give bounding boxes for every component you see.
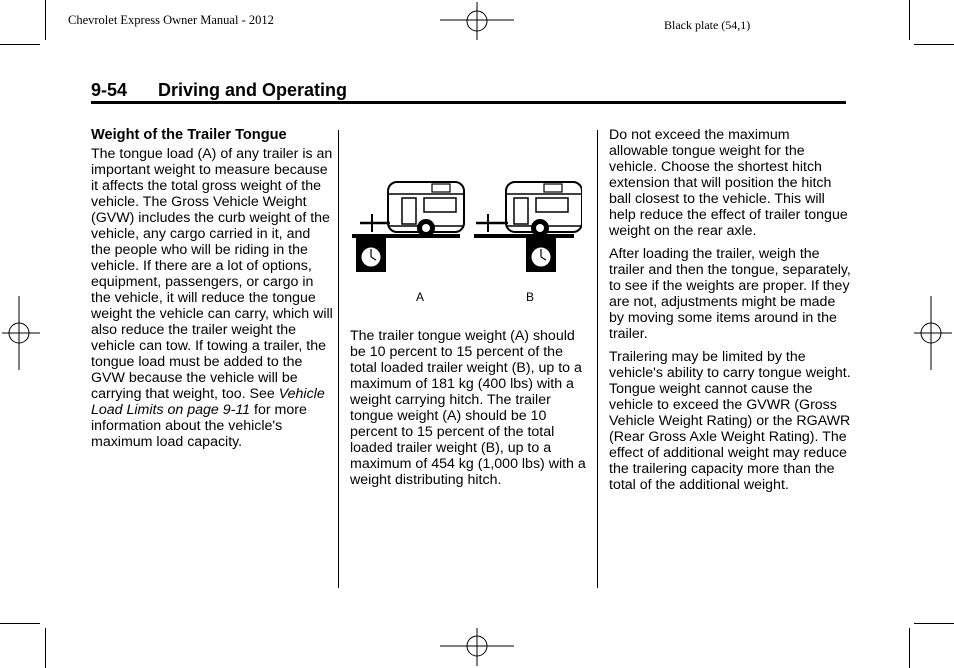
paragraph-text: The tongue load (A) of any trailer is an important weight to measure because it affects the total gross weight of the vehicle. The Gross Vehicle Weight (GVW) includes the curb weight of the vehicle, any cargo carried in it, and the people who will be riding in the vehicle. If there are a lot of options, equipment, passengers, or cargo in the vehicle, it will reduce the tongue weight the vehicle can carry, which will also reduce the trailer weight the vehicle can tow. If towing a trailer, the tongue load must be added to the GVW because the vehicle will be carrying that weight, too. See xyxy=(91,146,333,402)
trailer-tongue-weight-illustration xyxy=(352,176,582,276)
registration-mark-left xyxy=(0,296,40,370)
book-title: Chevrolet Express Owner Manual - 2012 xyxy=(68,13,274,27)
registration-mark-right xyxy=(914,296,954,370)
registration-mark-top xyxy=(440,0,514,40)
crop-mark xyxy=(909,628,910,668)
paragraph: Trailering may be limited by the vehicle's ability to carry tongue weight. Tongue weight cannot cause the vehicle to exceed the GVWR (Gross Vehicle Weight Rating) or the RGAWR (Rear Gross Axle Weight Rating). The effect of additional weight may reduce the trailering capacity more than the total of the additional weight. xyxy=(609,349,851,493)
paragraph: After loading the trailer, weigh the trailer and then the tongue, separately, to see if the weights are proper. If they are not, adjustments might be made by moving some items around in the trailer. xyxy=(609,246,851,342)
crop-mark xyxy=(914,44,954,45)
paragraph: The trailer tongue weight (A) should be 10 percent to 15 percent of the total loaded trailer weight (B), up to a maximum of 181 kg (400 lbs) with a weight carrying hitch. The trailer tongue weight (A) should be 10 percent to 15 percent of the total loaded trailer weight (B), up to a maximum of 454 kg (1,000 lbs) with a weight distributing hitch. xyxy=(350,328,586,488)
figure-label-a: A xyxy=(416,290,425,304)
crop-mark xyxy=(914,623,954,624)
section-rule xyxy=(91,101,846,104)
cross-reference-link[interactable]: Vehicle Load Limits on page 9-11 xyxy=(91,386,325,418)
column-divider xyxy=(338,130,339,588)
crop-mark xyxy=(0,623,40,624)
crop-mark xyxy=(45,628,46,668)
paragraph-text: for more information about the vehicle's maximum load capacity. xyxy=(91,402,307,450)
trailer-b-icon xyxy=(474,182,582,272)
column-2 xyxy=(350,328,586,495)
trailer-a-icon xyxy=(352,182,464,272)
column-divider xyxy=(597,130,598,588)
crop-mark xyxy=(0,44,40,45)
column-3 xyxy=(609,127,851,500)
column-1 xyxy=(91,127,333,457)
subheading: Weight of the Trailer Tongue xyxy=(91,127,287,143)
paragraph: Do not exceed the maximum allowable tongue weight for the vehicle. Choose the shortest hitch extension that will position the hitch ball closest to the vehicle. This will help reduce the effect of trailer tongue weight on the rear axle. xyxy=(609,127,848,239)
section-title: Driving and Operating xyxy=(158,80,348,100)
crop-mark xyxy=(909,0,910,40)
page-number: 9-54 xyxy=(91,80,128,100)
paragraph xyxy=(91,146,333,450)
crop-mark xyxy=(45,0,46,40)
figure-label-b: B xyxy=(526,290,535,304)
registration-mark-bottom xyxy=(440,628,514,668)
plate-label: Black plate (54,1) xyxy=(664,18,751,32)
